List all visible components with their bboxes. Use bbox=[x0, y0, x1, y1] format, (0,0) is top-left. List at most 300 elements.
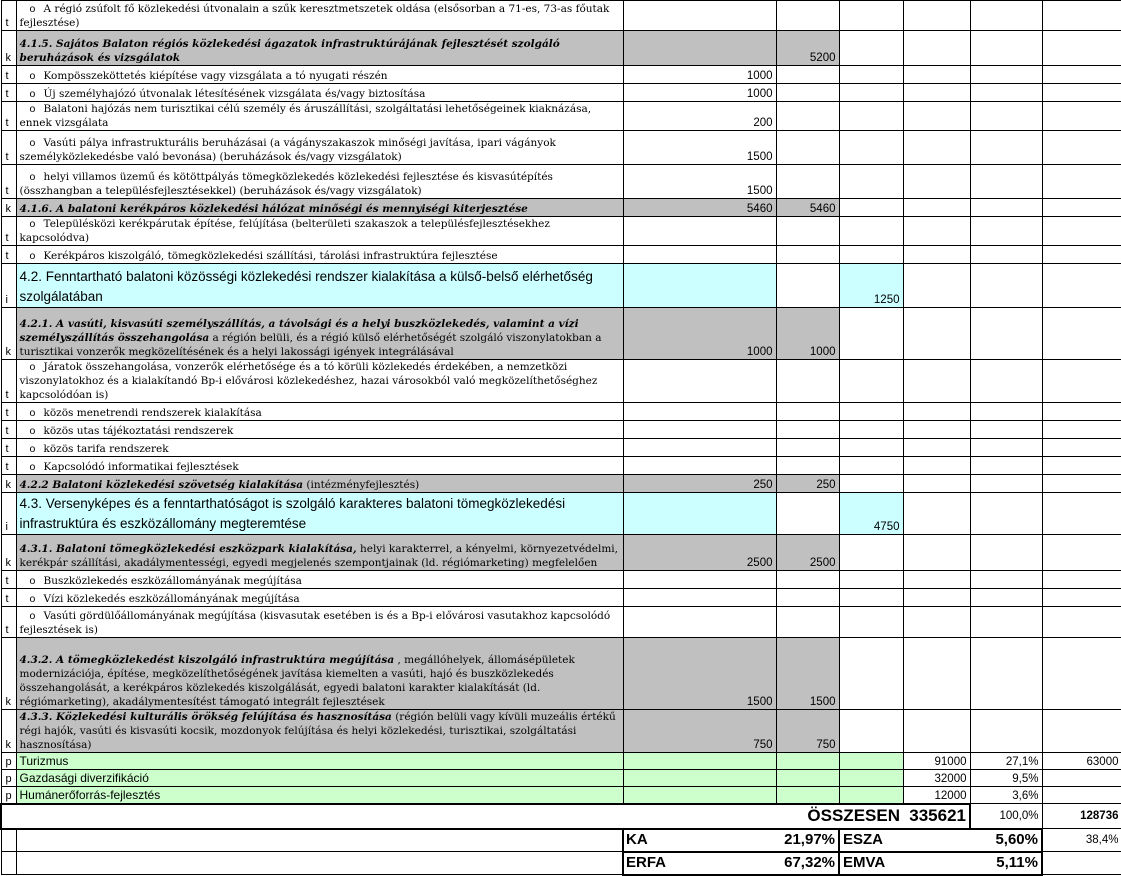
cell-value-f bbox=[1042, 770, 1121, 787]
row-description-cell bbox=[16, 403, 623, 421]
row-description: helyi villamos üzemű és kötöttpályás tömegközlekedés közlekedési fejlesztése és kisvasútépítés (összhangban a településfejlesztésekkel) (beruházások és/vagy vizsgálatok) bbox=[19, 171, 553, 197]
value-b: 750 bbox=[816, 739, 836, 751]
cell-value-e bbox=[970, 199, 1042, 217]
cell-value-c bbox=[839, 264, 903, 308]
row-type-cell bbox=[1, 787, 16, 804]
table-row bbox=[1, 403, 1121, 421]
cell-value-e bbox=[970, 66, 1042, 84]
cell-value-b bbox=[776, 638, 839, 710]
cell-value-b bbox=[776, 84, 839, 102]
row-type: p bbox=[5, 789, 12, 802]
cell-value-a bbox=[623, 199, 776, 217]
cell-value-c bbox=[839, 439, 903, 457]
cell-value-f bbox=[1042, 403, 1121, 421]
row-type-cell bbox=[1, 199, 16, 217]
cell-value-a bbox=[623, 308, 776, 360]
row-description-cell bbox=[16, 589, 623, 607]
cell-value-a bbox=[623, 403, 776, 421]
total-percent: 100,0% bbox=[999, 809, 1039, 822]
cell-value-c bbox=[839, 638, 903, 710]
value-a: 5460 bbox=[746, 203, 773, 215]
row-description-cell bbox=[16, 1, 623, 31]
total-label-cell bbox=[1, 804, 903, 829]
row-type: t bbox=[5, 250, 9, 262]
cell-value-f bbox=[1042, 753, 1121, 770]
fund-row bbox=[1, 852, 1121, 875]
cell-value-b bbox=[776, 246, 839, 264]
cell-value-a bbox=[623, 475, 776, 493]
fund-extra-cell bbox=[1042, 852, 1121, 875]
row-type-cell bbox=[1, 246, 16, 264]
value-c: 4750 bbox=[873, 521, 900, 533]
fund-value: 5,11% bbox=[996, 854, 1038, 871]
bullet-marker: o bbox=[29, 443, 36, 455]
cell-value-c bbox=[839, 66, 903, 84]
row-description-cell bbox=[16, 535, 623, 571]
cell-value-b bbox=[776, 264, 839, 308]
cell-value-a bbox=[623, 535, 776, 571]
cell-value-f bbox=[1042, 710, 1121, 753]
row-description-cell bbox=[16, 787, 623, 804]
value-d: 91000 bbox=[934, 756, 967, 768]
cell-value-f bbox=[1042, 421, 1121, 439]
row-heading: 4.3. Versenyképes és a fenntarthatóságot is szolgáló karakteres balatoni tömegközlekedési infrastruktúra és eszközállomány megteremtése bbox=[19, 496, 566, 531]
row-title-detail: a régión belüli, és a régió külső elérhetőségét szolgáló viszonylatokban a turisztikai vonzerők megközelítésének és a helyi lakossági igények integrálásával bbox=[19, 332, 602, 358]
bullet-marker: o bbox=[29, 88, 36, 100]
row-type-cell bbox=[1, 308, 16, 360]
row-type-cell bbox=[1, 493, 16, 535]
row-type: t bbox=[5, 389, 9, 401]
table-row bbox=[1, 710, 1121, 753]
cell-value-d bbox=[903, 403, 970, 421]
bullet-marker: o bbox=[29, 171, 36, 183]
value-f: 63000 bbox=[1086, 756, 1119, 768]
row-type: k bbox=[5, 696, 11, 708]
value-e: 27,1% bbox=[1005, 756, 1039, 768]
cell-value-c bbox=[839, 535, 903, 571]
row-type-cell bbox=[1, 607, 16, 638]
fund-extra-cell bbox=[1042, 829, 1121, 852]
cell-value-c bbox=[839, 31, 903, 66]
cell-value-e bbox=[970, 264, 1042, 308]
row-type-cell bbox=[1, 31, 16, 66]
row-description-cell bbox=[16, 360, 623, 403]
row-type: t bbox=[5, 407, 9, 419]
cell-value-f bbox=[1042, 493, 1121, 535]
table-row bbox=[1, 264, 1121, 308]
cell-value-c bbox=[839, 403, 903, 421]
cell-value-e bbox=[970, 571, 1042, 589]
fund-value: 21,97% bbox=[784, 831, 835, 848]
cell-value-e bbox=[970, 475, 1042, 493]
row-type: t bbox=[5, 461, 9, 473]
cell-value-f bbox=[1042, 1, 1121, 31]
row-type-cell bbox=[1, 360, 16, 403]
row-type: p bbox=[5, 756, 12, 768]
cell-value-c bbox=[839, 589, 903, 607]
row-description: Településközi kerékpárutak építése, felújítása (belterületi szakaszok a településfejlesztésekhez kapcsolódva) bbox=[19, 218, 550, 244]
cell-value-a bbox=[623, 360, 776, 403]
row-type-cell bbox=[1, 439, 16, 457]
row-type-cell bbox=[1, 217, 16, 246]
fund-spacer bbox=[1, 829, 16, 852]
row-title: 4.1.5. Sajátos Balaton régiós közlekedési ágazatok infrastruktúrájának fejlesztését szolgáló beruházások és vizsgálatok bbox=[19, 38, 560, 64]
row-description: Kerékpáros kiszolgáló, tömegközlekedési szállítási, tárolási infrastruktúra fejlesztése bbox=[43, 250, 498, 262]
fund-value: 5,60% bbox=[995, 831, 1038, 848]
row-type-cell bbox=[1, 84, 16, 102]
cell-value-a bbox=[623, 493, 776, 535]
cell-value-f bbox=[1042, 571, 1121, 589]
cell-value-b bbox=[776, 589, 839, 607]
cell-value-a bbox=[623, 264, 776, 308]
total-extra-cell bbox=[1042, 804, 1121, 829]
cell-value-e bbox=[970, 753, 1042, 770]
cell-value-c bbox=[839, 246, 903, 264]
value-a: 1500 bbox=[746, 696, 773, 708]
cell-value-c bbox=[839, 165, 903, 199]
cell-value-c bbox=[839, 770, 903, 787]
bullet-marker: o bbox=[29, 218, 36, 230]
cell-value-a bbox=[623, 165, 776, 199]
cell-value-e bbox=[970, 770, 1042, 787]
table-row bbox=[1, 199, 1121, 217]
total-row bbox=[1, 804, 1121, 829]
row-heading: 4.2. Fenntartható balatoni közösségi közlekedési rendszer kialakítása a külső-belső elérhetőség szolgálatában bbox=[19, 269, 593, 304]
cell-value-e bbox=[970, 638, 1042, 710]
cell-value-d bbox=[903, 475, 970, 493]
table-row bbox=[1, 475, 1121, 493]
total-value-cell bbox=[903, 804, 970, 829]
fund-spacer bbox=[1, 852, 16, 875]
cell-value-f bbox=[1042, 360, 1121, 403]
cell-value-f bbox=[1042, 535, 1121, 571]
fund-name: ERFA bbox=[626, 854, 667, 871]
cell-value-f bbox=[1042, 264, 1121, 308]
cell-value-d bbox=[903, 31, 970, 66]
row-type: i bbox=[5, 294, 8, 306]
fund-row bbox=[1, 829, 1121, 852]
row-title-detail: (régión belüli vagy kívüli muzeális értékű régi hajók, vasúti és kisvasúti kocsik, mozdonyok felújítása és helyi közlekedési, turisztikai, szolgáltatási hasznosítása) bbox=[19, 711, 616, 751]
cell-value-a bbox=[623, 439, 776, 457]
row-description: közös tarifa rendszerek bbox=[43, 443, 169, 455]
row-description-cell bbox=[16, 131, 623, 165]
cell-value-e bbox=[970, 421, 1042, 439]
row-type: k bbox=[5, 346, 11, 358]
cell-value-d bbox=[903, 770, 970, 787]
cell-value-d bbox=[903, 607, 970, 638]
cell-value-d bbox=[903, 421, 970, 439]
cell-value-b bbox=[776, 710, 839, 753]
cell-value-b bbox=[776, 217, 839, 246]
cell-value-b bbox=[776, 102, 839, 131]
fund-name-cell bbox=[623, 852, 776, 875]
cell-value-e bbox=[970, 589, 1042, 607]
value-a: 1500 bbox=[746, 185, 773, 197]
cell-value-a bbox=[623, 84, 776, 102]
bullet-marker: o bbox=[29, 250, 36, 262]
cell-value-a bbox=[623, 607, 776, 638]
total-label: ÖSSZESEN bbox=[807, 806, 900, 825]
cell-value-d bbox=[903, 571, 970, 589]
cell-value-f bbox=[1042, 217, 1121, 246]
cell-value-f bbox=[1042, 589, 1121, 607]
fund-value-cell bbox=[776, 829, 839, 852]
cell-value-d bbox=[903, 589, 970, 607]
cell-value-c bbox=[839, 607, 903, 638]
table-row bbox=[1, 308, 1121, 360]
cell-value-f bbox=[1042, 66, 1121, 84]
row-description-cell bbox=[16, 308, 623, 360]
cell-value-e bbox=[970, 308, 1042, 360]
cell-value-c bbox=[839, 199, 903, 217]
value-b: 1500 bbox=[809, 696, 836, 708]
cell-value-b bbox=[776, 571, 839, 589]
cell-value-c bbox=[839, 457, 903, 475]
table-row bbox=[1, 493, 1121, 535]
row-type: t bbox=[5, 575, 9, 587]
row-type: k bbox=[5, 52, 11, 64]
value-c: 1250 bbox=[873, 294, 900, 306]
cell-value-f bbox=[1042, 475, 1121, 493]
table-row bbox=[1, 787, 1121, 804]
row-type-cell bbox=[1, 475, 16, 493]
row-type-cell bbox=[1, 770, 16, 787]
cell-value-c bbox=[839, 360, 903, 403]
cell-value-a bbox=[623, 246, 776, 264]
cell-value-b bbox=[776, 421, 839, 439]
value-a: 1500 bbox=[746, 151, 773, 163]
cell-value-d bbox=[903, 787, 970, 804]
row-description-cell bbox=[16, 217, 623, 246]
cell-value-b bbox=[776, 770, 839, 787]
cell-value-e bbox=[970, 439, 1042, 457]
cell-value-e bbox=[970, 217, 1042, 246]
row-description: Buszközlekedés eszközállományának megújítása bbox=[43, 575, 302, 587]
cell-value-b bbox=[776, 131, 839, 165]
fund-value-cell bbox=[970, 852, 1042, 875]
row-description-cell bbox=[16, 264, 623, 308]
row-description-cell bbox=[16, 457, 623, 475]
cell-value-f bbox=[1042, 102, 1121, 131]
row-type-cell bbox=[1, 638, 16, 710]
row-description-cell bbox=[16, 199, 623, 217]
row-type: t bbox=[5, 70, 9, 82]
cell-value-a bbox=[623, 131, 776, 165]
row-description: Balatoni hajózás nem turisztikai célú személy és áruszállítási, szolgáltatási lehetőségeinek kiaknázása, ennek vizsgálata bbox=[19, 103, 592, 129]
cell-value-d bbox=[903, 535, 970, 571]
value-a: 200 bbox=[753, 117, 773, 129]
value-a: 1000 bbox=[746, 346, 773, 358]
row-type-cell bbox=[1, 131, 16, 165]
cell-value-e bbox=[970, 535, 1042, 571]
bullet-marker: o bbox=[29, 610, 36, 622]
row-description: Kapcsolódó informatikai fejlesztések bbox=[43, 461, 239, 473]
value-b: 5460 bbox=[809, 203, 836, 215]
table-row bbox=[1, 770, 1121, 787]
cell-value-d bbox=[903, 246, 970, 264]
table-row bbox=[1, 439, 1121, 457]
row-title-detail: (intézményfejlesztés) bbox=[303, 479, 420, 491]
cell-value-d bbox=[903, 264, 970, 308]
cell-value-a bbox=[623, 571, 776, 589]
cell-value-d bbox=[903, 439, 970, 457]
row-title: 4.3.3. Közlekedési kulturális örökség felújítása és hasznosítása bbox=[19, 711, 392, 723]
cell-value-e bbox=[970, 165, 1042, 199]
cell-value-f bbox=[1042, 165, 1121, 199]
row-type: t bbox=[5, 185, 9, 197]
row-description-cell bbox=[16, 475, 623, 493]
value-a: 2500 bbox=[746, 557, 773, 569]
cell-value-b bbox=[776, 475, 839, 493]
cell-value-c bbox=[839, 131, 903, 165]
cell-value-b bbox=[776, 753, 839, 770]
value-b: 2500 bbox=[809, 557, 836, 569]
cell-value-b bbox=[776, 457, 839, 475]
row-description-cell bbox=[16, 66, 623, 84]
row-description: Kompösszeköttetés kiépítése vagy vizsgálata a tó nyugati részén bbox=[43, 70, 388, 82]
bullet-marker: o bbox=[29, 137, 36, 149]
cell-value-e bbox=[970, 31, 1042, 66]
row-description: Vasúti gördülőállományának megújítása (kisvasutak esetében is és a Bp-i elővárosi vasutakhoz kapcsolódó fejlesztések is) bbox=[19, 610, 611, 636]
cell-value-a bbox=[623, 638, 776, 710]
bullet-marker: o bbox=[29, 103, 36, 115]
row-type-cell bbox=[1, 535, 16, 571]
cell-value-c bbox=[839, 421, 903, 439]
cell-value-c bbox=[839, 308, 903, 360]
cell-value-a bbox=[623, 710, 776, 753]
value-b: 250 bbox=[816, 479, 836, 491]
table-row bbox=[1, 31, 1121, 66]
cell-value-c bbox=[839, 571, 903, 589]
row-type: t bbox=[5, 17, 9, 29]
cell-value-e bbox=[970, 246, 1042, 264]
total-extra: 128736 bbox=[1080, 810, 1119, 822]
value-a: 1000 bbox=[746, 88, 773, 100]
row-title: 4.1.6. A balatoni kerékpáros közlekedési hálózat minőségi és mennyiségi kiterjesztése bbox=[19, 203, 528, 215]
cell-value-d bbox=[903, 84, 970, 102]
table-row bbox=[1, 535, 1121, 571]
row-type: t bbox=[5, 425, 9, 437]
cell-value-e bbox=[970, 787, 1042, 804]
fund-spacer bbox=[16, 852, 623, 875]
cell-value-a bbox=[623, 787, 776, 804]
table-row bbox=[1, 131, 1121, 165]
table-row bbox=[1, 753, 1121, 770]
value-d: 32000 bbox=[934, 773, 967, 785]
table-row bbox=[1, 589, 1121, 607]
fund-name: EMVA bbox=[843, 854, 886, 871]
cell-value-e bbox=[970, 360, 1042, 403]
table-row bbox=[1, 457, 1121, 475]
cell-value-b bbox=[776, 199, 839, 217]
row-description: Vasúti pálya infrastrukturális beruházásai (a vágányszakaszok minőségi javítása, ipari vágányok személyközlekedésbe való bevonása) (beruházások és/vagy vizsgálatok) bbox=[19, 137, 556, 163]
row-type: k bbox=[5, 479, 11, 491]
value-a: 250 bbox=[753, 479, 773, 491]
table-row bbox=[1, 165, 1121, 199]
row-description: Vízi közlekedés eszközállományának megújítása bbox=[43, 593, 300, 605]
table-row bbox=[1, 246, 1121, 264]
cell-value-d bbox=[903, 199, 970, 217]
row-title: 4.3.1. Balatoni tömegközlekedési eszközpark kialakítása, bbox=[19, 543, 357, 555]
cell-value-d bbox=[903, 493, 970, 535]
cell-value-a bbox=[623, 753, 776, 770]
fund-name-cell bbox=[839, 852, 970, 875]
row-type-cell bbox=[1, 710, 16, 753]
cell-value-e bbox=[970, 403, 1042, 421]
row-description-cell bbox=[16, 607, 623, 638]
table-row bbox=[1, 66, 1121, 84]
value-b: 1000 bbox=[809, 346, 836, 358]
row-title: 4.2.2 Balatoni közlekedési szövetség kialakítása bbox=[19, 479, 304, 491]
cell-value-a bbox=[623, 102, 776, 131]
row-priority-label: Gazdasági diverzifikáció bbox=[19, 771, 149, 785]
row-type-cell bbox=[1, 403, 16, 421]
bullet-marker: o bbox=[29, 461, 36, 473]
row-type-cell bbox=[1, 66, 16, 84]
row-type: t bbox=[5, 88, 9, 100]
row-title-detail: helyi karakterrel, a kényelmi, környezetvédelmi, kerékpár szállítási, akadálymentességi, egyedi megjelenés szempontjainak (ld. régiómarketing) megfelelően bbox=[19, 543, 619, 569]
cell-value-f bbox=[1042, 308, 1121, 360]
bullet-marker: o bbox=[29, 361, 36, 373]
value-e: 9,5% bbox=[1012, 773, 1039, 785]
cell-value-f bbox=[1042, 131, 1121, 165]
cell-value-a bbox=[623, 217, 776, 246]
fund-name-cell bbox=[623, 829, 776, 852]
cell-value-c bbox=[839, 710, 903, 753]
row-description-cell bbox=[16, 753, 623, 770]
cell-value-e bbox=[970, 102, 1042, 131]
cell-value-f bbox=[1042, 199, 1121, 217]
row-type: t bbox=[5, 117, 9, 129]
total-percent-cell bbox=[970, 804, 1042, 829]
cell-value-f bbox=[1042, 84, 1121, 102]
row-title-detail: , megállóhelyek, állomásépületek modernizációja, építése, megközelíthetőségének javítása kiemelten a vasúti, hajó és buszközlekedés összehangolását, a kerékpáros közlekedés kiszolgálását, egyedi balatoni karakter kialakítását (ld. régiómarketing), akadálymentesítést támogató integrált fejlesztések bbox=[19, 654, 575, 708]
row-description-cell bbox=[16, 102, 623, 131]
cell-value-d bbox=[903, 217, 970, 246]
row-description: Járatok összehangolása, vonzerők elérhetősége és a tó körüli közlekedés érdekében, a nemzetközi viszonylatokhoz és a kialakítandó Bp-i elővárosi közlekedéshez, hazai városokból való megközelíthetőséghez kapcsolódóan is) bbox=[19, 361, 598, 401]
cell-value-c bbox=[839, 217, 903, 246]
cell-value-b bbox=[776, 493, 839, 535]
row-description-cell bbox=[16, 84, 623, 102]
value-d: 12000 bbox=[934, 789, 967, 802]
row-type: t bbox=[5, 232, 9, 244]
cell-value-b bbox=[776, 31, 839, 66]
table-row bbox=[1, 1, 1121, 31]
row-priority-label: Humánerőforrás-fejlesztés bbox=[19, 787, 161, 802]
cell-value-b bbox=[776, 403, 839, 421]
bullet-marker: o bbox=[29, 425, 36, 437]
cell-value-e bbox=[970, 457, 1042, 475]
table-row bbox=[1, 217, 1121, 246]
cell-value-d bbox=[903, 102, 970, 131]
cell-value-a bbox=[623, 421, 776, 439]
cell-value-b bbox=[776, 66, 839, 84]
row-description-cell bbox=[16, 571, 623, 589]
fund-name: ESZA bbox=[843, 831, 884, 848]
row-type: k bbox=[5, 557, 11, 569]
cell-value-b bbox=[776, 360, 839, 403]
row-type: p bbox=[5, 773, 12, 785]
fund-value-cell bbox=[776, 852, 839, 875]
cell-value-e bbox=[970, 131, 1042, 165]
row-title: 4.2.1. A vasúti, kisvasúti személyszállítás, a távolsági és a helyi buszközlekedés, valamint a vízi személyszállítás összehangolása bbox=[19, 318, 579, 344]
row-title: 4.3.2. A tömegközlekedést kiszolgáló infrastruktúra megújítása bbox=[19, 654, 395, 666]
row-type: k bbox=[5, 203, 11, 215]
cell-value-e bbox=[970, 607, 1042, 638]
row-description: közös utas tájékoztatási rendszerek bbox=[43, 425, 234, 437]
fund-value: 67,32% bbox=[784, 854, 835, 871]
table-row bbox=[1, 638, 1121, 710]
